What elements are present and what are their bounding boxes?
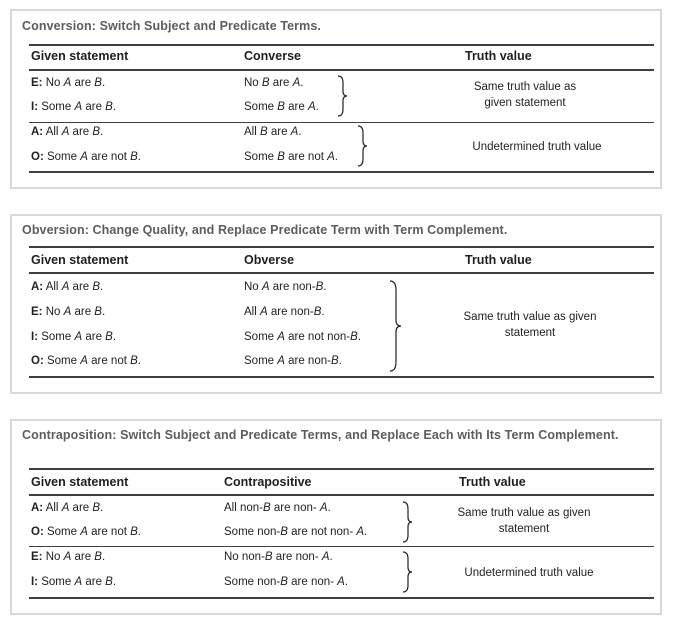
term-variable: B <box>313 306 322 318</box>
term-variable: B <box>315 281 324 293</box>
statement-type-letter: I: <box>31 576 39 588</box>
given-statement: E: No A are B. <box>31 77 106 89</box>
term-variable: B <box>105 331 113 343</box>
contraposition-panel <box>10 419 662 615</box>
statement-type-letter: I: <box>31 101 39 113</box>
statement-type-letter: A: <box>31 502 44 514</box>
column-header-truth: Truth value <box>465 49 532 63</box>
statement-type-letter: E: <box>31 306 43 318</box>
statement-type-letter: O: <box>31 526 44 538</box>
term-variable: A <box>321 551 330 563</box>
term-variable: B <box>130 151 138 163</box>
column-header-obverse: Obverse <box>244 253 295 267</box>
row-group-divider <box>29 546 654 547</box>
term-variable: B <box>94 551 102 563</box>
brace-icon <box>388 280 402 372</box>
term-variable: B <box>264 551 273 563</box>
term-variable: B <box>259 126 268 138</box>
term-variable: B <box>94 306 102 318</box>
truth-value-same: Same truth value as given statement <box>457 507 591 535</box>
term-variable: A <box>61 502 70 514</box>
header-bottom-rule <box>29 494 654 496</box>
column-header-given: Given statement <box>31 475 129 489</box>
obverse-statement: No A are non-B. <box>244 281 327 293</box>
contrapositive-statement: Some non-B are not non- A. <box>224 526 368 538</box>
term-variable: A <box>290 126 299 138</box>
given-statement: O: Some A are not B. <box>31 355 141 367</box>
panel-title: Obversion: Change Quality, and Replace Predicate Term with Term Complement. <box>22 223 508 237</box>
term-variable: A <box>63 306 72 318</box>
brace-icon <box>336 75 348 117</box>
table-bottom-rule <box>29 376 654 378</box>
term-variable: B <box>105 101 113 113</box>
term-variable: A <box>61 126 70 138</box>
given-statement: E: No A are B. <box>31 551 106 563</box>
table-bottom-rule <box>29 171 654 173</box>
term-variable: A <box>74 331 83 343</box>
brace-icon <box>401 551 413 593</box>
table-bottom-rule <box>29 597 654 599</box>
statement-type-letter: O: <box>31 355 44 367</box>
brace-icon <box>401 501 413 543</box>
brace-icon <box>356 125 368 167</box>
statement-type-letter: I: <box>31 331 39 343</box>
column-header-truth: Truth value <box>459 475 526 489</box>
header-bottom-rule <box>29 69 654 71</box>
header-top-rule <box>29 44 654 46</box>
term-variable: A <box>80 355 88 367</box>
contrapositive-statement: No non-B are non- A. <box>224 551 333 563</box>
term-variable: B <box>130 355 138 367</box>
given-statement: E: No A are B. <box>31 306 106 318</box>
given-statement: A: All A are B. <box>31 281 104 293</box>
conversion-panel <box>10 9 662 189</box>
term-variable: A <box>63 77 72 89</box>
given-statement: I: Some A are B. <box>31 576 117 588</box>
term-variable: A <box>74 576 83 588</box>
term-variable: B <box>350 331 358 343</box>
obversion-panel <box>10 214 662 394</box>
statement-type-letter: O: <box>31 151 44 163</box>
term-variable: B <box>105 576 113 588</box>
term-variable: B <box>263 502 271 514</box>
term-variable: B <box>280 576 288 588</box>
truth-value-same: Same truth value as given statement <box>473 81 577 109</box>
panel-title: Contraposition: Switch Subject and Predicate Terms, and Replace Each with Its Term Complement. <box>22 428 619 442</box>
given-statement: I: Some A are B. <box>31 101 117 113</box>
given-statement: O: Some A are not B. <box>31 151 141 163</box>
term-variable: A <box>80 526 88 538</box>
truth-value-undetermined: Undetermined truth value <box>472 141 602 153</box>
truth-value-same: Same truth value as given statement <box>463 311 597 339</box>
truth-value-undetermined: Undetermined truth value <box>464 567 594 579</box>
term-variable: A <box>80 151 88 163</box>
term-variable: A <box>319 502 328 514</box>
term-variable: B <box>277 151 285 163</box>
statement-type-letter: A: <box>31 126 44 138</box>
obverse-statement: All A are non-B. <box>244 306 325 318</box>
header-top-rule <box>29 246 654 248</box>
column-header-truth: Truth value <box>465 253 532 267</box>
term-variable: B <box>330 355 339 367</box>
given-statement: O: Some A are not B. <box>31 526 141 538</box>
contrapositive-statement: Some non-B are non- A. <box>224 576 349 588</box>
term-variable: A <box>259 306 268 318</box>
contrapositive-statement: All non-B are non- A. <box>224 502 331 514</box>
converse-statement: No B are A. <box>244 77 304 89</box>
column-header-contrapositive: Contrapositive <box>224 475 312 489</box>
term-variable: B <box>92 281 101 293</box>
term-variable: A <box>292 77 301 89</box>
term-variable: A <box>327 151 335 163</box>
term-variable: A <box>61 281 70 293</box>
term-variable: A <box>277 355 285 367</box>
panel-title: Conversion: Switch Subject and Predicate Terms. <box>22 19 321 33</box>
term-variable: B <box>92 126 101 138</box>
term-variable: A <box>74 101 83 113</box>
statement-type-letter: A: <box>31 281 44 293</box>
converse-statement: Some B are A. <box>244 101 319 113</box>
term-variable: B <box>277 101 285 113</box>
row-group-divider <box>29 122 654 123</box>
obverse-statement: Some A are not non-B. <box>244 331 362 343</box>
column-header-given: Given statement <box>31 253 129 267</box>
term-variable: A <box>356 526 365 538</box>
column-header-given: Given statement <box>31 49 129 63</box>
converse-statement: All B are A. <box>244 126 302 138</box>
given-statement: A: All A are B. <box>31 502 104 514</box>
header-top-rule <box>29 468 654 470</box>
term-variable: B <box>261 77 270 89</box>
statement-type-letter: E: <box>31 77 43 89</box>
header-bottom-rule <box>29 272 654 274</box>
term-variable: A <box>261 281 270 293</box>
term-variable: A <box>277 331 285 343</box>
term-variable: B <box>92 502 101 514</box>
converse-statement: Some B are not A. <box>244 151 338 163</box>
column-header-converse: Converse <box>244 49 301 63</box>
term-variable: B <box>280 526 288 538</box>
obverse-statement: Some A are non-B. <box>244 355 342 367</box>
given-statement: I: Some A are B. <box>31 331 117 343</box>
term-variable: B <box>130 526 138 538</box>
term-variable: B <box>94 77 102 89</box>
statement-type-letter: E: <box>31 551 43 563</box>
term-variable: A <box>63 551 72 563</box>
term-variable: A <box>307 101 316 113</box>
term-variable: A <box>337 576 345 588</box>
given-statement: A: All A are B. <box>31 126 104 138</box>
